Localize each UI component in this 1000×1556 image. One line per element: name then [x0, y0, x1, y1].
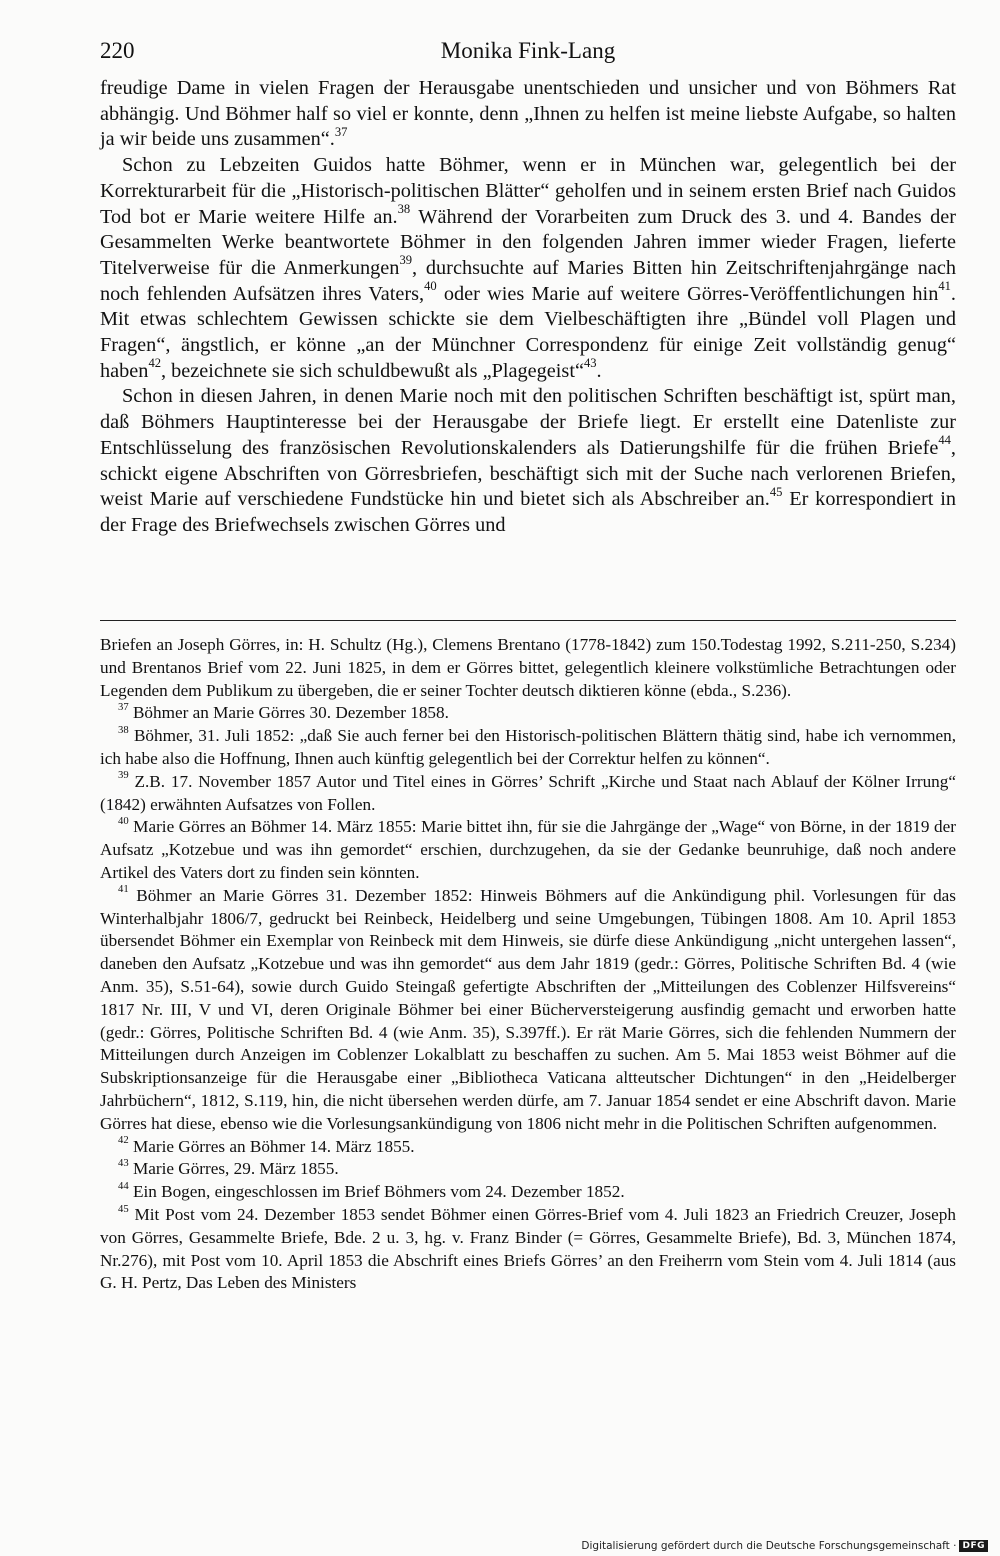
- running-head: Monika Fink-Lang: [440, 38, 616, 63]
- footnote-number: 43: [118, 1158, 129, 1169]
- footnote-number: 40: [118, 816, 129, 828]
- text-run: , bezeichnete sie sich schuldbewußt als „Plagegeist“: [161, 359, 584, 382]
- paragraph: [100, 76, 956, 153]
- footnote-ref: 41: [938, 278, 951, 293]
- text-run: , schickt eigene Abschriften von Görresbriefen, beschäftigt sich mit der Suche nach verlorenen Briefen, weist Marie auf verschiedene Fundstücke hin und bietet sich als Abschreiber an.: [100, 436, 956, 511]
- footnote-number: 45: [118, 1203, 129, 1215]
- footnote: [100, 1204, 956, 1295]
- paragraph: [100, 384, 956, 538]
- footnote: [100, 702, 956, 725]
- footnote-ref: 40: [424, 278, 437, 293]
- footnote-text: Ein Bogen, eingeschlossen im Brief Böhmers vom 24. Dezember 1852.: [128, 1182, 625, 1202]
- footnote-number: 39: [118, 770, 129, 782]
- footnote: [100, 1181, 956, 1204]
- footnote: [100, 771, 956, 817]
- footnote-number: 38: [118, 724, 129, 736]
- text-run: Er korrespondiert in der Frage des Briefwechsels zwischen Görres und: [100, 488, 957, 536]
- footnote-text: Mit Post vom 24. Dezember 1853 sendet Böhmer einen Görres-Brief vom 4. Juli 1823 an Friedrich Creuzer, Joseph von Görres, Gesammelte Briefe, Bde. 2 u. 3, hg. v. Franz Binder (= Görres, Gesammelte Briefe), Bd. 3, München 1874, Nr.276), mit Post vom 10. April 1853 die Abschrift eines Briefs Görres’ an den Freiherrn vom Stein vom 4. Juli 1814 (aus G. H. Pertz, Das Leben des Ministers: [100, 1204, 956, 1293]
- text-run: Während der Vorarbeiten zum Druck des 3. und 4. Bandes der Gesammelten Werke beantwortete Böhmer in den folgenden Jahren immer wieder Fragen, lieferte Titelverweise für die Anmerkungen: [100, 205, 956, 279]
- footnote: [100, 1136, 956, 1159]
- footnote-text: Marie Görres an Böhmer 14. März 1855: Marie bittet ihn, für sie die Jahrgänge der „Wage“ von Börne, in der 1819 der Aufsatz „Kotzebue und was ihn gemordet“ erschien, durchzugehen, da sie der Gedanke beunruhige, daß noch andere Artikel des Vaters dort zu finden sein könnten.: [100, 817, 956, 882]
- footnote: [100, 725, 956, 771]
- footnote-ref: 43: [583, 356, 597, 371]
- footnote-text: Böhmer an Marie Görres 31. Dezember 1852: Hinweis Böhmers auf die Ankündigung phil. Vorlesungen für das Winterhalbjahr 1806/7, gedruckt bei Reinbeck, Heidelberg und seine Umgebungen, Tübingen 1808. Am 10. April 1853 übersendet Böhmer ein Exemplar von Reinbeck mit dem Hinweis, sie dürfe diese Ankündigung „nicht untergehen lassen“, daneben den Aufsatz „Kotzebue und was ihn gemordet“ aus dem Jahr 1819 (gedr.: Görres, Politische Schriften Bd. 4 (wie Anm. 35), S.51-64), sowie durch Guido Steingaß gefertigte Abschriften der „Mitteilungen des Coblenzer Hilfsvereins“ 1817 Nr. III, V und VI, deren Originale Böhmer bei einer Bücherversteigerung ausfindig gemacht und erworben hatte (gedr.: Görres, Politische Schriften Bd. 4 (wie Anm. 35), S.397ff.). Er rät Marie Görres, sich die fehlenden Nummern der Mitteilungen durch Anzeigen im Coblenzer Lokalblatt zu beschaffen zu suchen. Am 5. Mai 1853 weist Böhmer auf die Subskriptionsanzeige für die Herausgabe einer „Bibliotheca Vaticana altteutscher Dichtungen“ in den „Heidelberger Jahrbüchern“, 1812, S.119, hin, die nicht übersehen werden dürfe, am 7. Januar 1854 sendet er eine Abschrift davon. Marie Görres hat diese, ebenso wie die Vorlesungsankündigung von 1806 nicht mehr in die Politischen Schriften aufgenommen.: [100, 885, 956, 1133]
- footnote-ref: 37: [334, 124, 348, 139]
- page-number: 220: [100, 38, 135, 63]
- text-run: freudige Dame in vielen Fragen der Herausgabe unentschieden und unsicher und von Böhmers Rat abhängig. Und Böhmer half so viel er konnte, denn „Ihnen zu helfen ist meine liebste Aufgabe, so halten ja wir beide uns zusammen“.: [100, 77, 956, 151]
- footnote-ref: 45: [769, 484, 783, 499]
- footnote-text: Marie Görres an Böhmer 14. März 1855.: [128, 1136, 415, 1156]
- dfg-logo: DFG: [959, 1540, 988, 1552]
- text-run: oder wies Marie auf weitere Görres-Veröffentlichungen hin: [436, 282, 939, 305]
- digitization-credit: [581, 1540, 988, 1552]
- paragraph: [100, 153, 956, 384]
- footnote-number: 37: [118, 702, 129, 714]
- footnote-separator: [100, 620, 956, 621]
- footnote-ref: 42: [148, 356, 162, 371]
- text-run: Schon in diesen Jahren, in denen Marie noch mit den politischen Schriften beschäftigt ist, spürt man, daß Böhmers Hauptinteresse bei der Herausgabe der Briefe liegt. Er erstellt eine Datenliste zur Entschlüsselung des französischen Revolutionskalenders als Datierungshilfe für die frühen Briefe: [100, 385, 956, 459]
- footnote-text: Böhmer, 31. Juli 1852: „daß Sie auch ferner bei den Historisch-politischen Blättern thätig sind, habe ich vernommen, ich habe also die Hoffnung, Ihnen auch künftig gelegentlich bei der Correktur helfen zu können“.: [100, 726, 956, 768]
- footnotes: [100, 634, 956, 1295]
- main-text: [100, 76, 956, 539]
- footnote-ref: 44: [938, 433, 951, 448]
- credit-text: Digitalisierung gefördert durch die Deutsche Forschungsgemeinschaft ·: [581, 1540, 957, 1552]
- text-run: Schon zu Lebzeiten Guidos hatte Böhmer, wenn er in München war, gelegentlich bei der Korrekturarbeit für die „Historisch-politischen Blätter“ geholfen und in seinem ersten Brief nach Guidos Tod bot er Marie weitere Hilfe an.: [100, 154, 956, 228]
- footnote: [100, 885, 956, 1136]
- text-run: . Mit etwas schlechtem Gewissen schickte sie dem Vielbeschäftigten ihre „Bündel voll Plagen und Fragen“, ängstlich, er könne „an der Münchner Correspondenz für einige Zeit vollständig genug“ haben: [100, 282, 956, 382]
- footnote: [100, 1158, 956, 1181]
- text-run: .: [596, 359, 602, 382]
- footnote-ref: 39: [399, 253, 413, 268]
- text-run: , durchsuchte auf Maries Bitten hin Zeitschriftenjahrgänge nach noch fehlenden Aufsätzen ihres Vaters,: [100, 256, 956, 305]
- footnote-text: Marie Görres, 29. März 1855.: [128, 1159, 339, 1179]
- footnote-number: 42: [118, 1135, 129, 1147]
- page-header: [100, 38, 956, 72]
- footnote: [100, 816, 956, 884]
- footnote-number: 44: [118, 1180, 129, 1192]
- footnote-number: 41: [118, 884, 129, 896]
- footnote-text: Böhmer an Marie Görres 30. Dezember 1858.: [128, 703, 449, 723]
- footnote-ref: 38: [397, 201, 411, 216]
- footnote-text: Z.B. 17. November 1857 Autor und Titel eines in Görres’ Schrift „Kirche und Staat nach Ablauf der Kölner Irrung“ (1842) erwähnten Aufsatzes von Follen.: [100, 771, 956, 814]
- footnote-continuation: Briefen an Joseph Görres, in: H. Schultz (Hg.), Clemens Brentano (1778-1842) zum 150.Todestag 1992, S.211-250, S.234) und Brentanos Brief vom 22. Juni 1825, in dem er Görres bittet, gelegentlich kleinere volkstümliche Betrachtungen oder Legenden dem Publikum zu übergeben, die er seiner Tochter deutsch diktieren könne (ebda., S.236).: [100, 635, 956, 700]
